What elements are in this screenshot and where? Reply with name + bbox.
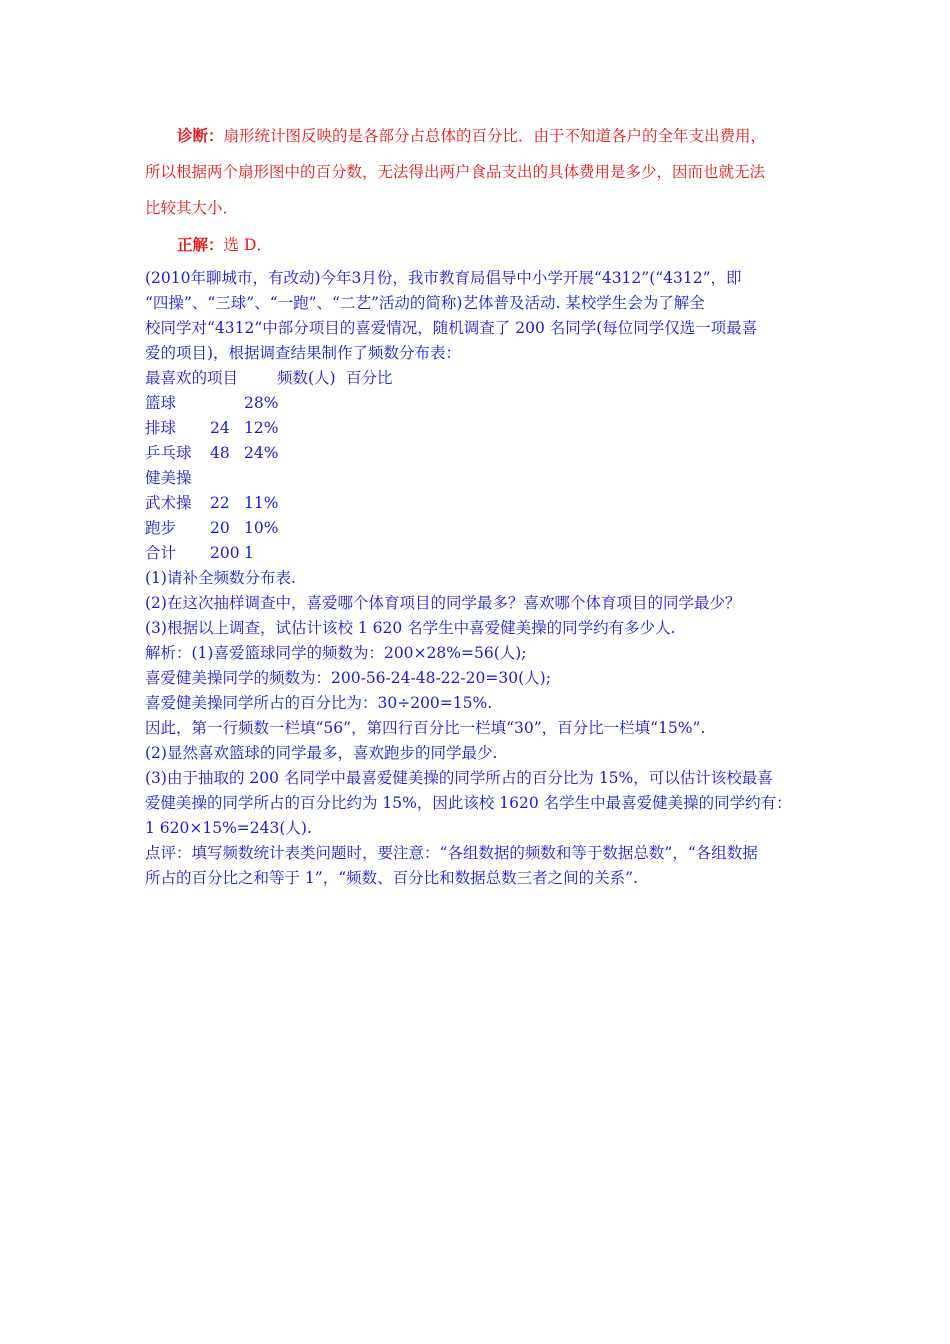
table-cell-frequency: 48 [210, 444, 230, 462]
table-cell-item: 跑步 [145, 519, 177, 537]
table-row [145, 391, 815, 416]
table-cell-percent: 12% [244, 419, 279, 437]
diagnosis-line-1: 诊断：扇形统计图反映的是各部分占总体的百分比．由于不知道各户的全年支出费用， [177, 126, 767, 145]
solution-text: 选 D． [223, 236, 272, 254]
analysis-line: 喜爱健美操同学所占的百分比为：30÷200=15%. [145, 694, 493, 712]
table-cell-item: 乒乓球 [145, 444, 192, 462]
solution-block [177, 227, 272, 263]
comment-line: 所占的百分比之和等于 1”，“频数、百分比和数据总数三者之间的关系”. [145, 869, 638, 887]
analysis-line: 因此，第一行频数一栏填“56”，第四行百分比一栏填“30”，百分比一栏填“15%”. [145, 719, 706, 737]
diagnosis-label: 诊断： [177, 126, 224, 145]
table-cell-frequency: 200 [210, 544, 240, 562]
table-row [145, 491, 815, 516]
table-cell-percent: 10% [244, 519, 279, 537]
table-cell-frequency: 24 [210, 419, 230, 437]
problem-block [145, 266, 815, 891]
table-row [145, 541, 815, 566]
diagnosis-line-3: 比较其大小． [145, 199, 239, 217]
table-cell-item: 合计 [145, 544, 177, 562]
problem-intro-line: 校同学对“4312”中部分项目的喜爱情况，随机调查了 200 名同学(每位同学仅选一项最喜 [145, 319, 758, 337]
analysis-line: 喜爱健美操同学的频数为：200-56-24-48-22-20=30(人); [145, 669, 551, 687]
problem-intro-line: 爱的项目)，根据调查结果制作了频数分布表： [145, 344, 462, 362]
table-row [145, 441, 815, 466]
table-row [145, 416, 815, 441]
solution-label: 正解： [177, 235, 224, 254]
table-cell-frequency: 20 [210, 519, 230, 537]
analysis-line: (2)显然喜欢篮球的同学最多，喜欢跑步的同学最少. [145, 744, 498, 762]
table-cell-item: 健美操 [145, 469, 192, 487]
table-row [145, 516, 815, 541]
table-header-percent: 百分比 [346, 369, 393, 387]
table-cell-percent: 11% [244, 494, 279, 512]
question-line: (3)根据以上调查，试估计该校 1 620 名学生中喜爱健美操的同学约有多少人. [145, 619, 676, 637]
problem-intro-line: (2010年聊城市，有改动)今年3月份，我市教育局倡导中小学开展“4312”(“4312”，即 [145, 269, 742, 287]
table-cell-item: 篮球 [145, 394, 177, 412]
analysis-line: 1 620×15%=243(人). [145, 819, 312, 837]
table-header-frequency: 频数(人) [277, 369, 336, 387]
question-line: (1)请补全频数分布表. [145, 569, 296, 587]
table-cell-percent: 1 [244, 544, 254, 562]
analysis-line: 解析：(1)喜爱篮球同学的频数为：200×28%=56(人); [145, 644, 527, 662]
analysis-line: 爱健美操的同学所占的百分比约为 15%，因此该校 1620 名学生中最喜爱健美操的同学约有： [145, 794, 792, 812]
frequency-table [145, 366, 815, 566]
question-line: (2)在这次抽样调查中，喜爱哪个体育项目的同学最多？喜欢哪个体育项目的同学最少？ [145, 594, 741, 612]
problem-intro-line: “四操”、“三球”、“一跑”、“二艺”活动的简称)艺体普及活动. 某校学生会为了解全 [145, 294, 705, 312]
analysis-line: (3)由于抽取的 200 名同学中最喜爱健美操的同学所占的百分比为 15%，可以估计该校最喜 [145, 769, 773, 787]
table-header-row [145, 366, 815, 391]
table-cell-item: 排球 [145, 419, 177, 437]
table-header-item: 最喜欢的项目 [145, 369, 239, 387]
diagnosis-block [145, 118, 815, 226]
comment-line: 点评：填写频数统计表类问题时，要注意：“各组数据的频数和等于数据总数”，“各组数据 [145, 844, 758, 862]
table-cell-percent: 28% [244, 394, 279, 412]
table-row [145, 466, 815, 491]
diagnosis-line-2: 所以根据两个扇形图中的百分数，无法得出两户食品支出的具体费用是多少，因而也就无法 [145, 163, 766, 181]
table-cell-percent: 24% [244, 444, 279, 462]
table-cell-item: 武术操 [145, 494, 192, 512]
table-cell-frequency: 22 [210, 494, 230, 512]
